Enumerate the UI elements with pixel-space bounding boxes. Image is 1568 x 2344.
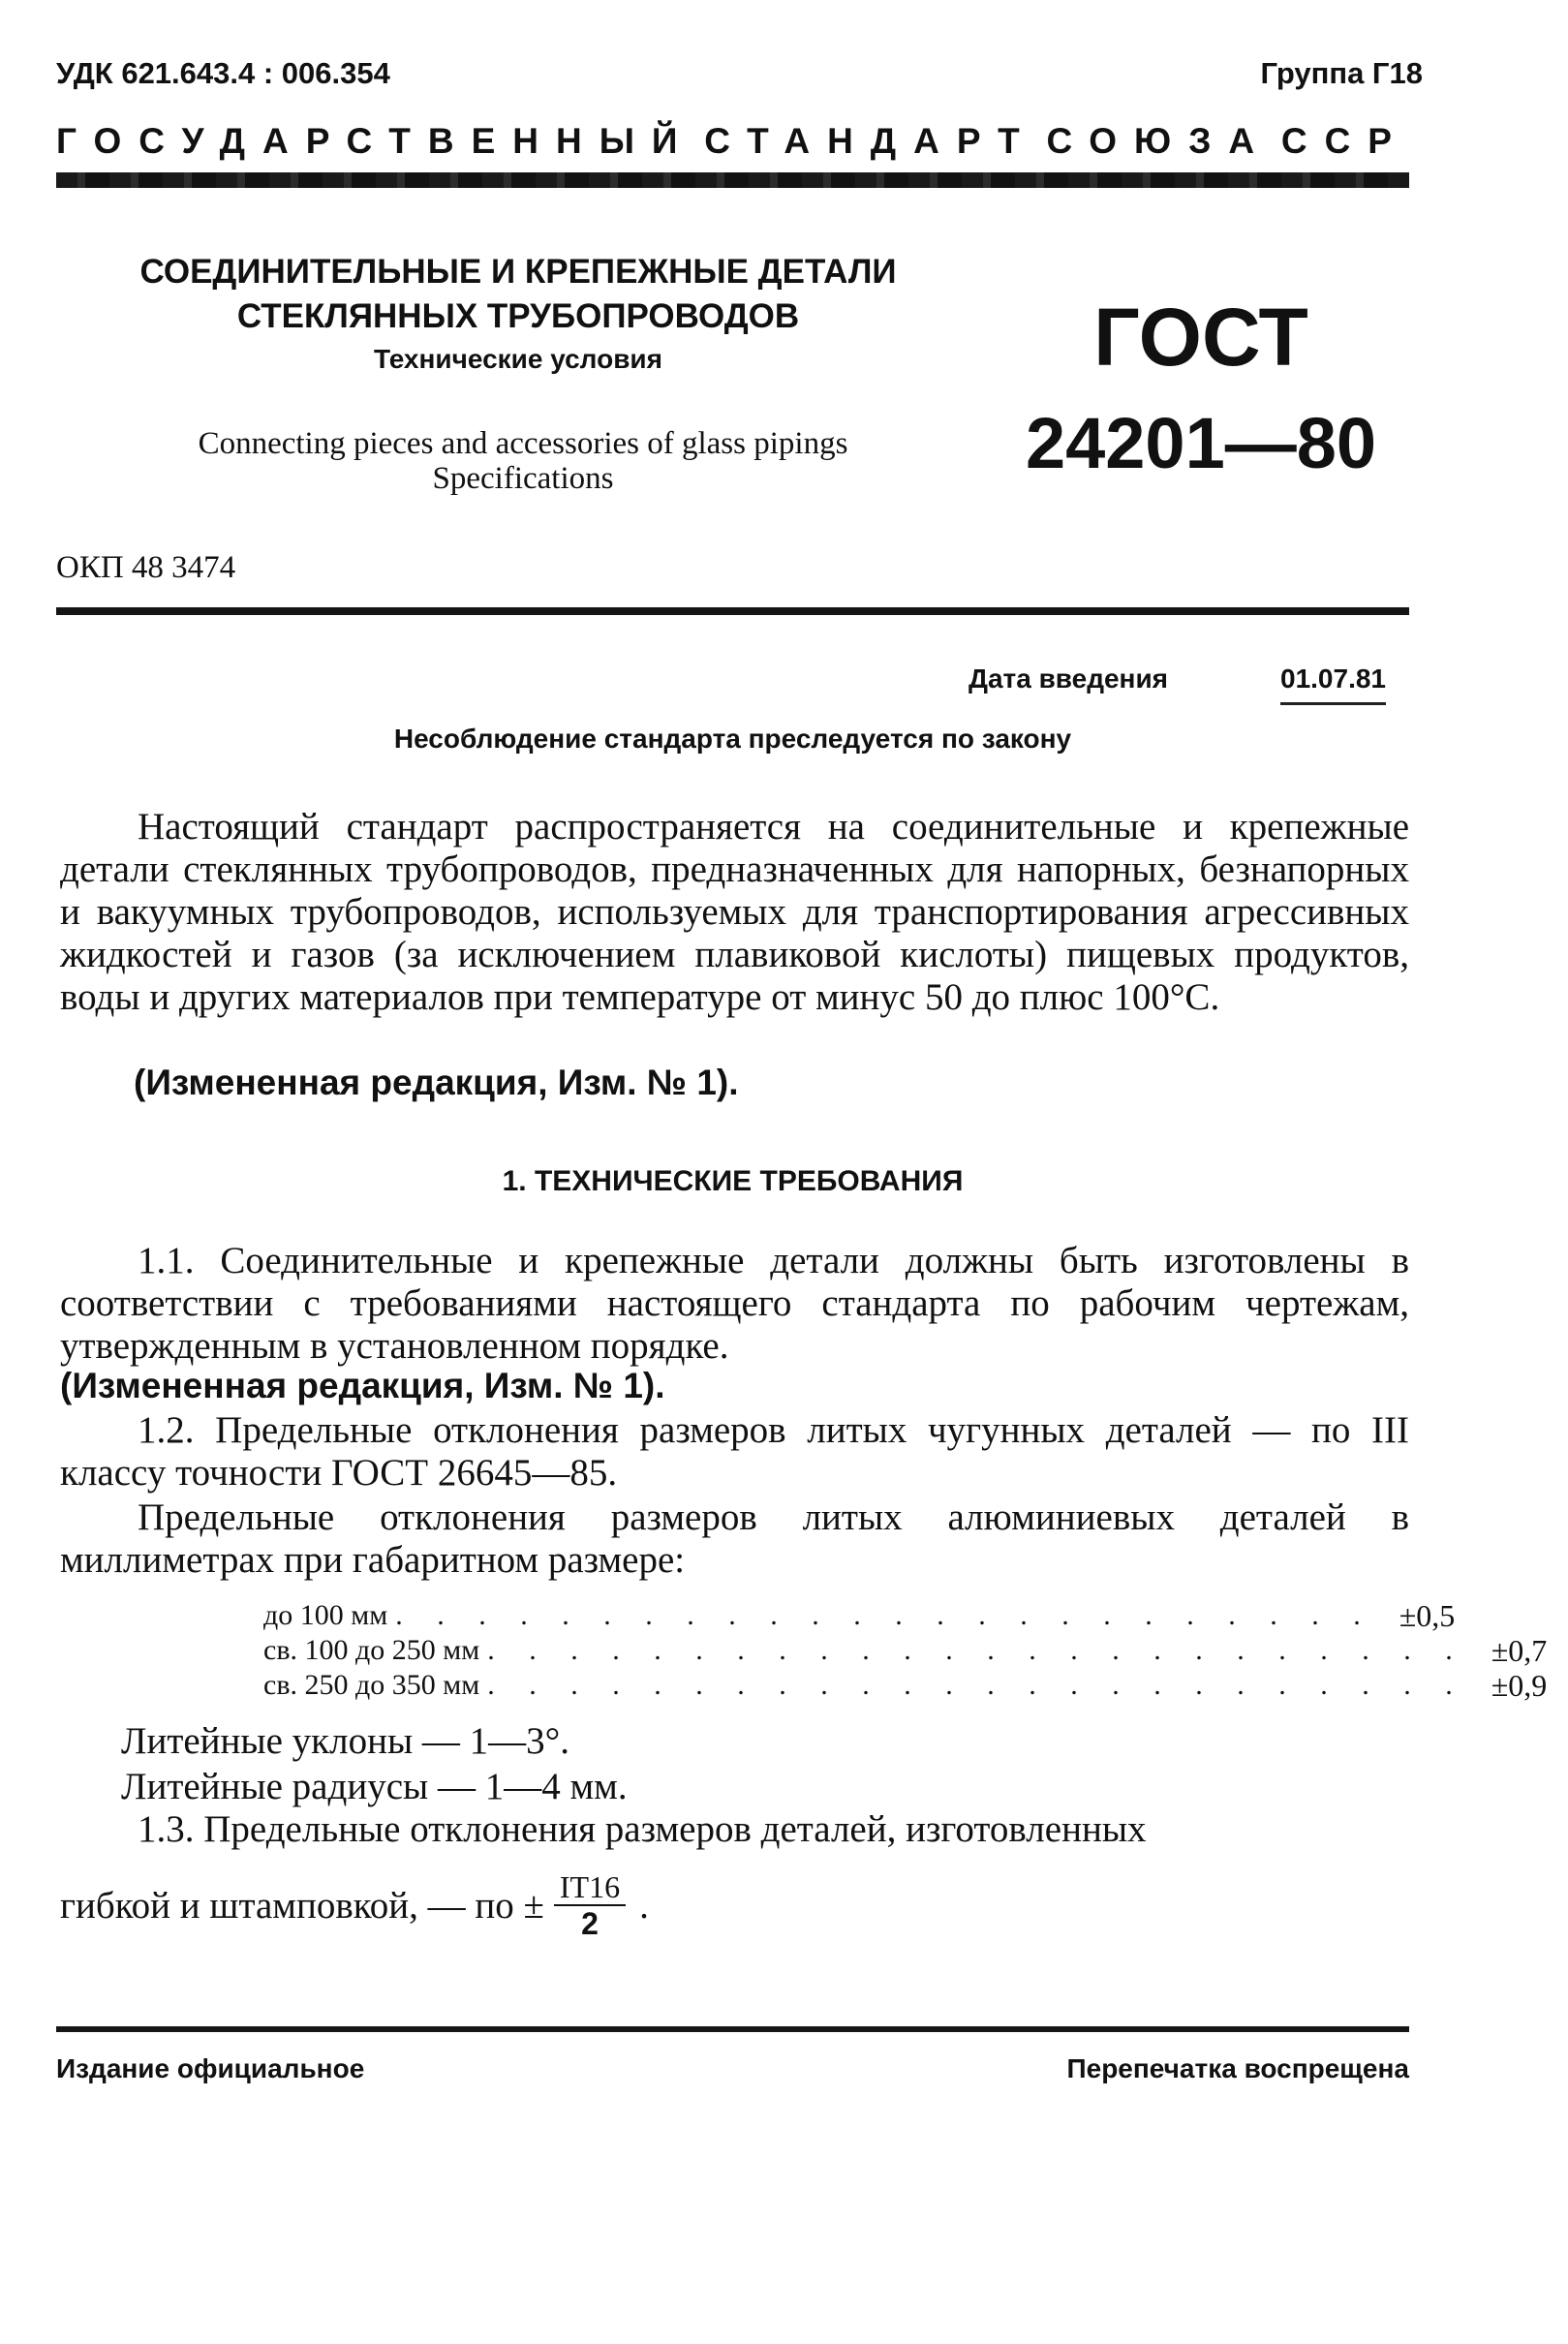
document-title-ru [136, 250, 901, 339]
gost-label: ГОСТ [1093, 292, 1308, 383]
banner-word: ГОСУДАРСТВЕННЫЙ [56, 121, 695, 161]
clause-1-3: 1.3. Предельные отклонения размеров деталей, изготовленных [138, 1808, 1147, 1850]
tolerance-range: до 100 мм [263, 1599, 388, 1631]
intro-paragraph: Настоящий стандарт распространяется на соединительные и крепежные детали стеклянных трубопроводов, предназначенных для напорных, безнапорных и вакуумных трубопроводов, используемых для транспортирования агрессивных жидкостей и газов (за исключением плавиковой кислоты) пищевых продуктов, воды и других материалов при температуре от минус 50 до плюс 100°С. [60, 806, 1409, 1018]
clause-1-2-aluminium: Предельные отклонения размеров литых алюминиевых деталей в миллиметрах при габаритном размере: [60, 1496, 1409, 1581]
top-divider [56, 172, 1409, 188]
banner-word: СТАНДАРТ [704, 121, 1037, 161]
tolerance-value: ±0,7 [1491, 1633, 1548, 1668]
casting-slopes: Литейные уклоны — 1—3°. [121, 1720, 570, 1762]
middle-divider [56, 607, 1409, 615]
casting-radii: Литейные радиусы — 1—4 мм. [121, 1766, 628, 1807]
clause-1-2: 1.2. Предельные отклонения размеров литых чугунных деталей — по III классу точности ГОСТ 26645—85. [60, 1409, 1409, 1494]
group-code: Группа Г18 [1260, 56, 1423, 90]
clause-1-3-suffix: . [639, 1884, 649, 1927]
tolerance-range: св. 250 до 350 мм [263, 1669, 480, 1701]
tolerance-row [263, 1633, 1548, 1668]
intro-date-label: Дата введения [968, 663, 1169, 694]
gost-number: 24201—80 [1025, 403, 1377, 483]
leader-dots: . . . . . . . . . . . . . . . . . . . . . . . . [395, 1599, 1374, 1631]
fraction-denominator: 2 [581, 1906, 599, 1941]
leader-dots: . . . . . . . . . . . . . . . . . . . . . . . . [487, 1634, 1466, 1666]
banner-word: ССР [1280, 121, 1409, 161]
title-en-line: Connecting pieces and accessories of glass pipings [198, 426, 848, 461]
okp-code: ОКП 48 3474 [56, 550, 236, 585]
banner-word: СОЮЗА [1046, 121, 1273, 161]
tolerance-fraction [554, 1869, 626, 1941]
tolerance-range: св. 100 до 250 мм [263, 1634, 480, 1666]
tolerance-row [263, 1598, 1456, 1633]
intro-date-value: 01.07.81 [1280, 663, 1386, 705]
reprint-note: Перепечатка воспрещена [1066, 2053, 1409, 2083]
fraction-numerator: IT16 [554, 1869, 626, 1906]
title-ru-line: СОЕДИНИТЕЛЬНЫЕ И КРЕПЕЖНЫЕ ДЕТАЛИ [139, 253, 897, 291]
amendment-note: (Измененная редакция, Изм. № 1). [134, 1063, 739, 1102]
amendment-note: (Измененная редакция, Изм. № 1). [60, 1366, 665, 1405]
clause-1-3-prefix: гибкой и штамповкой, — по ± [60, 1884, 544, 1927]
edition-note: Издание официальное [56, 2053, 365, 2083]
law-notice: Несоблюдение стандарта преследуется по закону [393, 724, 1072, 754]
title-en-line: Specifications [432, 461, 614, 496]
document-title-en [77, 426, 968, 496]
state-standard-banner [56, 121, 1409, 162]
title-ru-line: СТЕКЛЯННЫХ ТРУБОПРОВОДОВ [236, 297, 800, 335]
bottom-divider [56, 2026, 1409, 2032]
clause-1-3-continued [60, 1869, 649, 1941]
udk-code: УДК 621.643.4 : 006.354 [56, 56, 390, 90]
clause-1-1: 1.1. Соединительные и крепежные детали должны быть изготовлены в соответствии с требованиями настоящего стандарта по рабочим чертежам, утвержденным в установленном порядке. [60, 1240, 1409, 1367]
tolerance-row [263, 1668, 1548, 1703]
tolerance-value: ±0,5 [1399, 1598, 1456, 1633]
section-title: 1. ТЕХНИЧЕСКИЕ ТРЕБОВАНИЯ [502, 1165, 964, 1197]
document-subtitle-ru: Технические условия [374, 344, 662, 374]
tolerance-value: ±0,9 [1491, 1668, 1548, 1703]
leader-dots: . . . . . . . . . . . . . . . . . . . . . . . . [487, 1669, 1466, 1701]
